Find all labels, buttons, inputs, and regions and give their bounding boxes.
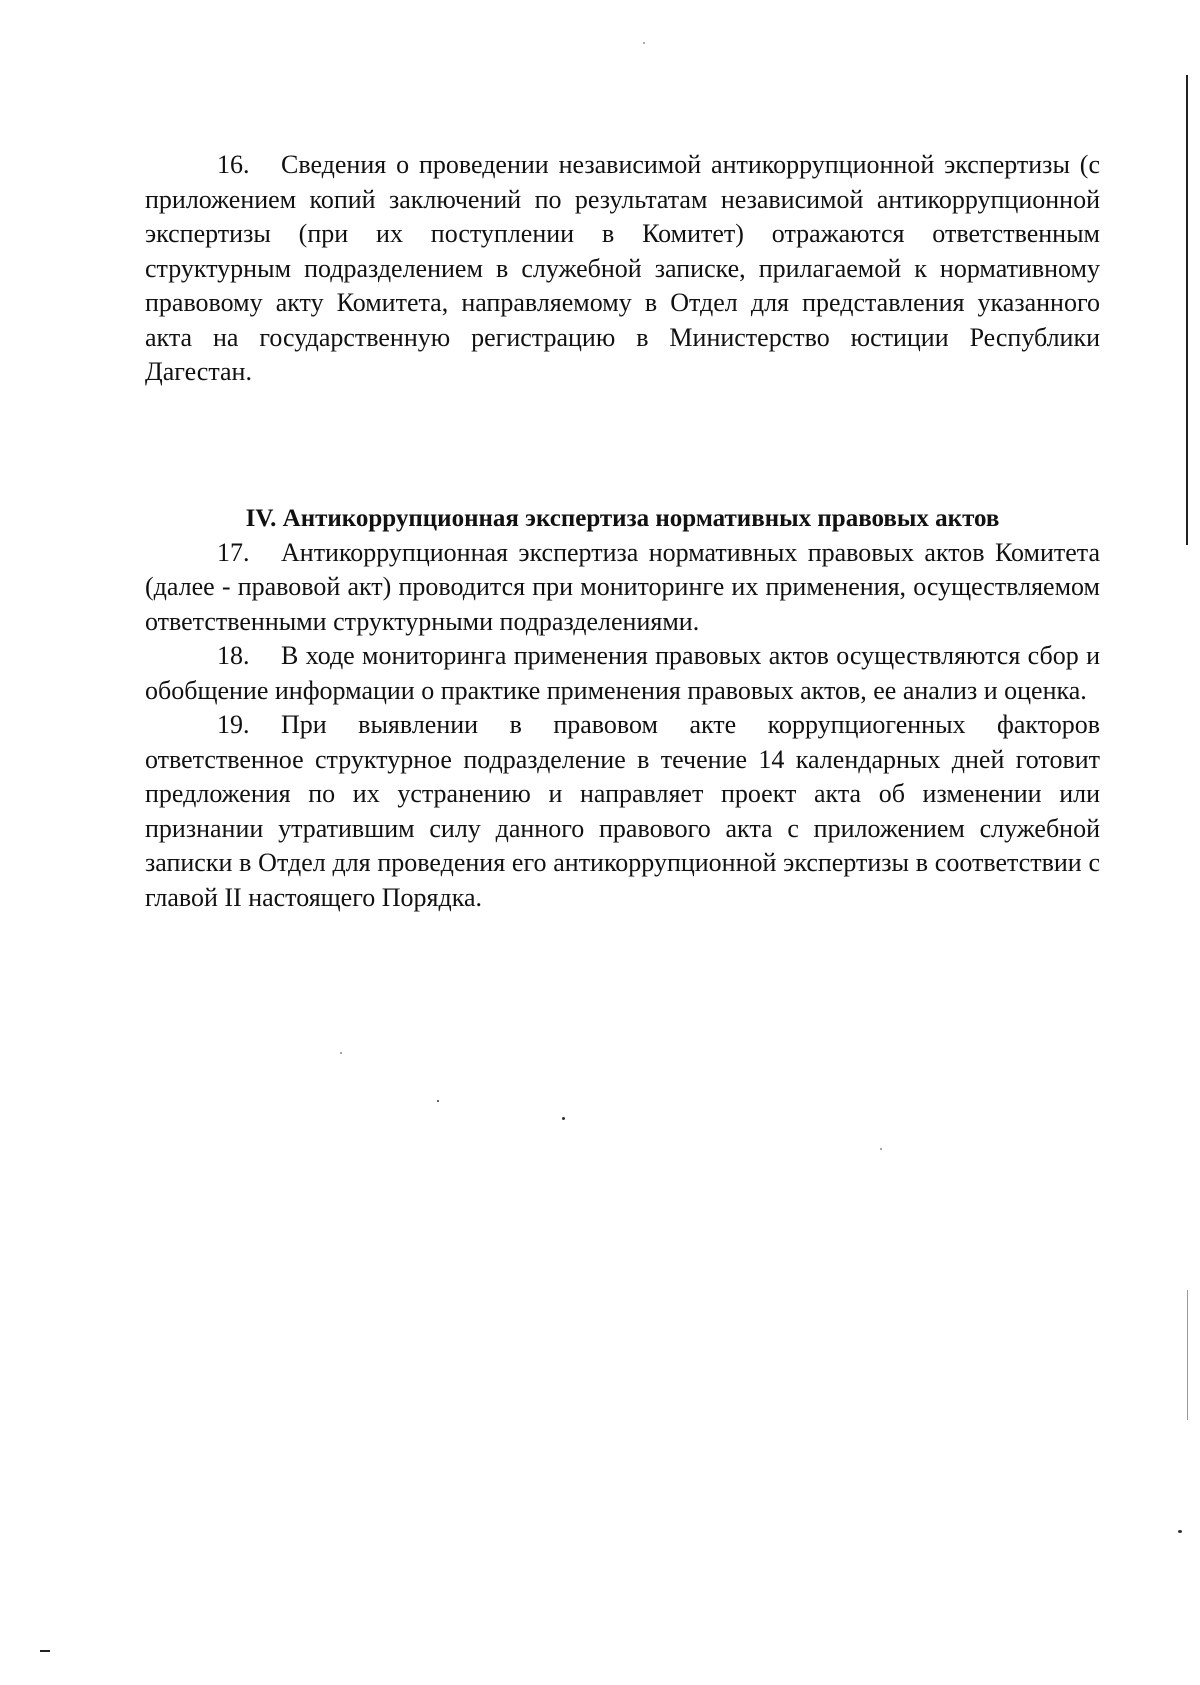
paragraph-number: 16. [217, 150, 250, 179]
paragraph-text: При выявлении в правовом акте коррупциогенных факторов ответственное структурное подразделение в течение 14 календарных дней готовит предложения по их устранению и направляет проект акта об изменении или признании утратившим силу данного правового акта с приложением служебной записки в Отдел для проведения его антикоррупционной экспертизы в соответствии с главой II настоящего Порядка. [145, 710, 1100, 912]
paragraph-number: 17. [217, 537, 250, 567]
scan-edge-line [1186, 75, 1188, 545]
paragraph-number: 18. [217, 641, 250, 670]
paragraph-17 [145, 536, 1100, 640]
scan-edge-line-lower [1187, 1290, 1188, 1420]
scan-speck [880, 1148, 882, 1150]
scan-edge-mark [40, 1650, 50, 1652]
paragraph-number: 19. [217, 710, 250, 739]
document-body [145, 148, 1100, 915]
paragraph-19 [145, 708, 1100, 915]
scan-speck [1178, 1530, 1182, 1533]
scan-speck [340, 1052, 342, 1054]
scan-speck [437, 1100, 439, 1102]
section-heading: IV. Антикоррупционная экспертиза нормативных правовых актов [245, 504, 1000, 532]
paragraph-16 [145, 148, 1100, 390]
scan-speck [643, 42, 645, 44]
paragraph-18 [145, 639, 1100, 708]
scan-speck [562, 1117, 565, 1120]
paragraph-text: В ходе мониторинга применения правовых актов осуществляются сбор и обобщение информации о практике применения правовых актов, ее анализ и оценка. [145, 641, 1100, 705]
paragraph-text: Антикоррупционная экспертиза нормативных правовых актов Комитета (далее - правовой акт) проводится при мониторинге их применения, осуществляемом ответственными структурными подразделениями. [145, 537, 1100, 636]
paragraph-text: Сведения о проведении независимой антикоррупционной экспертизы (с приложением копий заключений по результатам независимой антикоррупционной экспертизы (при их поступлении в Комитет) отражаются ответственным структурным подразделением в служебной записке, прилагаемой к нормативному правовому акту Комитета, направляемому в Отдел для представления указанного акта на государственную регистрацию в Министерство юстиции Республики Дагестан. [145, 150, 1100, 386]
